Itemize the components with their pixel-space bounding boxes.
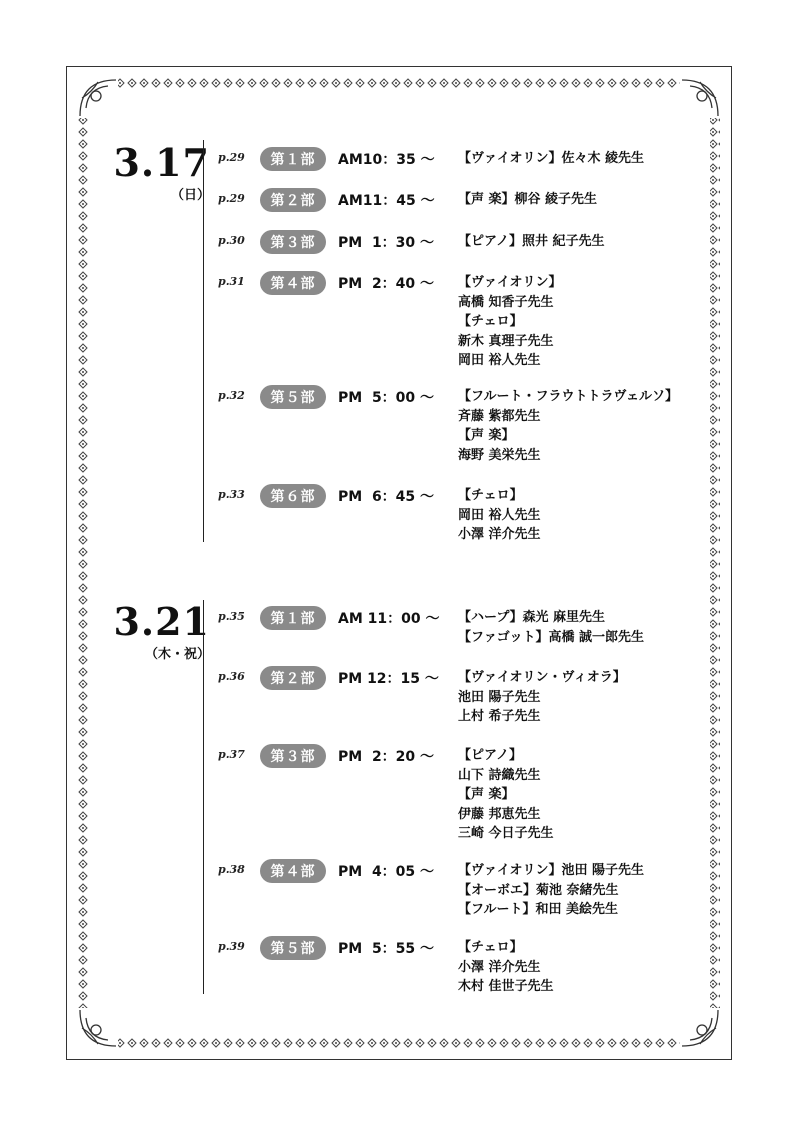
- page-reference: p.29: [218, 151, 245, 164]
- performer-line: 【チェロ】: [458, 314, 523, 329]
- day-divider-line: [203, 600, 204, 994]
- start-time: AM10：35 ～: [338, 152, 435, 168]
- performer-line: 池田 陽子先生: [458, 689, 541, 705]
- performer-list: [458, 387, 678, 465]
- performer-line: 【声 楽】: [458, 787, 515, 802]
- page-reference: p.32: [218, 389, 245, 402]
- performer-list: [458, 190, 597, 210]
- performer-line: 【ピアノ】照井 紀子先生: [458, 234, 605, 249]
- performer-line: 木村 佳世子先生: [458, 979, 554, 994]
- performer-line: 【ヴァイオリン】: [458, 275, 562, 290]
- page-reference: p.39: [218, 940, 245, 953]
- performer-line: 【ピアノ】: [458, 748, 522, 763]
- performer-line: 【チェロ】: [458, 940, 523, 955]
- start-time: PM 2：20 ～: [338, 749, 435, 765]
- page-reference: p.36: [218, 670, 245, 683]
- part-badge: 第１部: [260, 606, 326, 630]
- part-badge: 第４部: [260, 271, 326, 295]
- start-time: PM 2：40 ～: [338, 276, 435, 292]
- performer-line: 海野 美栄先生: [458, 447, 541, 463]
- part-badge: 第５部: [260, 385, 326, 409]
- page-reference: p.33: [218, 488, 245, 501]
- day-heading: [110, 599, 210, 662]
- performer-line: 三崎 今日子先生: [458, 826, 554, 841]
- start-time: PM 1：30 ～: [338, 235, 435, 251]
- performer-line: 【ヴァイオリン・ヴィオラ】: [458, 670, 626, 685]
- performer-list: [458, 149, 644, 169]
- page-reference: p.31: [218, 275, 245, 288]
- performer-list: [458, 668, 626, 727]
- performer-line: 【声 楽】柳谷 綾子先生: [458, 192, 598, 207]
- performer-list: [458, 486, 541, 545]
- start-time: PM 6：45 ～: [338, 489, 435, 505]
- performer-list: [458, 746, 554, 844]
- performer-line: 【ハープ】森光 麻里先生: [458, 610, 606, 625]
- page-reference: p.29: [218, 192, 245, 205]
- performer-line: 新木 真理子先生: [458, 333, 554, 349]
- performer-list: [458, 232, 605, 252]
- day-heading: [110, 140, 210, 203]
- start-time: PM 5：00 ～: [338, 390, 435, 406]
- performer-line: 岡田 裕人先生: [458, 353, 541, 368]
- performer-line: 【フルート】和田 美絵先生: [458, 902, 619, 917]
- page-reference: p.35: [218, 610, 245, 623]
- performer-line: 高橋 知香子先生: [458, 294, 554, 310]
- part-badge: 第２部: [260, 666, 326, 690]
- part-badge: 第３部: [260, 230, 326, 254]
- performer-line: 上村 希子先生: [458, 709, 541, 724]
- performer-line: 山下 詩織先生: [458, 767, 541, 783]
- part-badge: 第６部: [260, 484, 326, 508]
- performer-line: 小澤 洋介先生: [458, 959, 541, 975]
- performer-line: 【ヴァイオリン】佐々木 綾先生: [458, 151, 645, 166]
- performer-list: [458, 938, 554, 997]
- performer-list: [458, 861, 644, 920]
- performer-list: [458, 608, 644, 647]
- performer-line: 岡田 裕人先生: [458, 507, 541, 523]
- start-time: AM 11：00 ～: [338, 611, 440, 627]
- performer-line: 伊藤 邦恵先生: [458, 806, 541, 822]
- performer-line: 斉藤 紫都先生: [458, 408, 541, 424]
- part-badge: 第１部: [260, 147, 326, 171]
- start-time: PM 5：55 ～: [338, 941, 435, 957]
- part-badge: 第５部: [260, 936, 326, 960]
- start-time: PM 12：15 ～: [338, 671, 439, 687]
- performer-line: 【オーボエ】菊池 奈緒先生: [458, 882, 619, 898]
- start-time: PM 4：05 ～: [338, 864, 435, 880]
- page-reference: p.37: [218, 748, 245, 761]
- page-reference: p.30: [218, 234, 245, 247]
- performer-list: [458, 273, 561, 371]
- performer-line: 【ヴァイオリン】池田 陽子先生: [458, 863, 645, 878]
- performer-line: 【声 楽】: [458, 428, 515, 443]
- day-weekday: （木・祝）: [144, 647, 210, 662]
- performer-line: 【フルート・フラウトトラヴェルソ】: [458, 389, 678, 404]
- part-badge: 第３部: [260, 744, 326, 768]
- day-weekday: （日）: [170, 188, 210, 203]
- day-date: 3.17: [113, 140, 210, 185]
- page-reference: p.38: [218, 863, 245, 876]
- day-divider-line: [203, 140, 204, 542]
- performer-line: 【チェロ】: [458, 488, 523, 503]
- part-badge: 第４部: [260, 859, 326, 883]
- day-date: 3.21: [113, 599, 210, 644]
- part-badge: 第２部: [260, 188, 326, 212]
- start-time: AM11：45 ～: [338, 193, 435, 209]
- performer-line: 小澤 洋介先生: [458, 527, 541, 542]
- performer-line: 【ファゴット】高橋 誠一郎先生: [458, 629, 645, 645]
